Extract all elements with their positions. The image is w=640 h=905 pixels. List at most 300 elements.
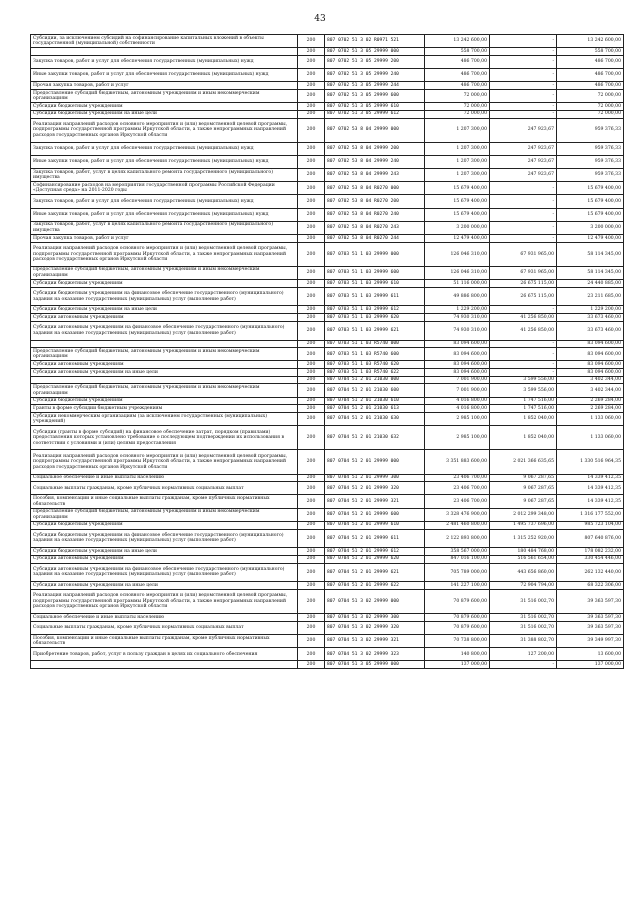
row-remaining: 83 094 600,00 <box>557 340 624 348</box>
row-name: Субсидии автономным учреждениям на финансовое обеспечение государственного (муниципального) задания на оказание государственных (муниципальных) услуг (выполнение работ) <box>31 321 298 340</box>
row-remaining: 23 211 685,00 <box>557 287 624 306</box>
row-remaining: 1 330 516 964,35 <box>557 450 624 474</box>
table-row <box>31 529 624 548</box>
table-row <box>31 582 624 590</box>
row-line-code: 200 <box>298 413 325 426</box>
row-remaining: 3 402 344,00 <box>557 384 624 397</box>
row-approved: 2 985 100,00 <box>425 413 490 426</box>
row-budget-code: 807 0703 51 1 03 29999 610 <box>325 280 425 288</box>
row-line-code: 200 <box>298 208 325 221</box>
row-name: Субсидии автономным учреждениям на финансовое обеспечение государственного (муниципального) задания на оказание государственных (муниципальных) услуг (выполнение работ) <box>31 563 298 582</box>
table-row <box>31 413 624 426</box>
row-remaining: 3 200 000,00 <box>557 221 624 234</box>
row-name: Реализация направлений расходов основного мероприятия и (или) ведомственной целевой программы, подпрограммы государственной программы Иркутской области, а также непрограммных направлений расходов государственных органов Иркутской области <box>31 450 298 474</box>
row-line-code: 200 <box>298 182 325 195</box>
row-line-code: 200 <box>298 89 325 102</box>
table-row <box>31 103 624 111</box>
row-approved: 70 879 600,00 <box>425 614 490 622</box>
row-line-code: 200 <box>298 103 325 111</box>
row-line-code: 200 <box>298 582 325 590</box>
table-row <box>31 661 624 669</box>
row-line-code: 200 <box>298 82 325 90</box>
row-name: Закупка товаров, работ и услуг для обеспечения государственных (муниципальных) нужд <box>31 195 298 208</box>
row-approved: 137 000,00 <box>425 661 490 669</box>
row-approved: 83 094 600,00 <box>425 361 490 369</box>
row-executed: 31 516 002,70 <box>490 614 557 622</box>
table-row <box>31 508 624 521</box>
row-approved: 705 789 000,00 <box>425 563 490 582</box>
row-executed: 1 852 040,00 <box>490 426 557 450</box>
row-executed: 247 923,67 <box>490 169 557 182</box>
row-name: Субсидии, за исключением субсидий на софинансирование капитальных вложений в объекты государственной (муниципальной) собственности <box>31 35 298 48</box>
row-approved: 72 000,00 <box>425 110 490 118</box>
row-remaining: 3 402 344,00 <box>557 376 624 384</box>
row-budget-code: 807 0703 51 1 03 R5740 620 <box>325 361 425 369</box>
row-budget-code: 807 0702 51 3 05 29999 610 <box>325 103 425 111</box>
row-approved: 1 207 300,00 <box>425 118 490 142</box>
row-remaining: 985 723 104,00 <box>557 521 624 529</box>
row-line-code: 200 <box>298 266 325 279</box>
row-approved: 72 000,00 <box>425 103 490 111</box>
row-line-code: 200 <box>298 280 325 288</box>
row-name: Субсидии (гранты в форме субсидий) на финансовое обеспечение затрат, порядком (правилами) предоставления которых установлено требование о последующем подтверждении их использования в соответствии с условиями и (или) целями предоставления <box>31 426 298 450</box>
row-executed: 516 561 654,00 <box>490 555 557 563</box>
row-approved: 70 738 800,00 <box>425 635 490 648</box>
row-approved: 3 200 000,00 <box>425 221 490 234</box>
row-executed: 180 484 768,00 <box>490 548 557 556</box>
row-remaining: 24 440 885,00 <box>557 280 624 288</box>
row-budget-code: 807 0704 51 3 02 29999 323 <box>325 648 425 661</box>
row-budget-code: 807 0704 51 2 01 29999 600 <box>325 508 425 521</box>
row-name <box>31 376 298 384</box>
row-name: Субсидии бюджетным учреждениям <box>31 103 298 111</box>
row-remaining: 15 679 400,00 <box>557 182 624 195</box>
row-name: Реализация направлений расходов основного мероприятия и (или) ведомственной целевой программы, подпрограммы государственной программы Иркутской области, а также непрограммных направлений расходов государственных органов Иркутской области <box>31 242 298 266</box>
row-line-code: 200 <box>298 340 325 348</box>
row-approved: 7 001 900,00 <box>425 376 490 384</box>
row-executed: 2 012 299 348,00 <box>490 508 557 521</box>
row-executed: 247 923,67 <box>490 142 557 155</box>
row-name: Социальное обеспечение и иные выплаты населению <box>31 474 298 482</box>
table-row <box>31 635 624 648</box>
row-approved: 83 094 600,00 <box>425 348 490 361</box>
row-name: Социальное обеспечение и иные выплаты населению <box>31 614 298 622</box>
table-row <box>31 110 624 118</box>
row-remaining: 13 600,00 <box>557 648 624 661</box>
row-budget-code: 807 0704 51 2 01 21030 632 <box>325 426 425 450</box>
row-executed: - <box>490 235 557 243</box>
row-line-code: 200 <box>298 397 325 405</box>
row-remaining: 12 479 400,00 <box>557 235 624 243</box>
row-executed: 9 067 287,65 <box>490 482 557 495</box>
table-row <box>31 361 624 369</box>
row-line-code: 200 <box>298 661 325 669</box>
table-row <box>31 280 624 288</box>
row-budget-code: 807 0704 51 2 01 29999 320 <box>325 482 425 495</box>
table-row <box>31 405 624 413</box>
row-remaining: 83 094 600,00 <box>557 369 624 377</box>
row-line-code: 200 <box>298 110 325 118</box>
row-line-code: 200 <box>298 195 325 208</box>
table-row <box>31 321 624 340</box>
row-name: Предоставление субсидий бюджетным, автономным учреждениям и иным некоммерческим организациям <box>31 89 298 102</box>
row-line-code: 200 <box>298 482 325 495</box>
row-approved: 15 679 400,00 <box>425 208 490 221</box>
row-name: Реализация направлений расходов основного мероприятия и (или) ведомственной целевой программы, подпрограммы государственной программы Иркутской области, а также непрограммных направлений расходов государственных органов Иркутской области <box>31 589 298 613</box>
row-budget-code: 807 0702 53 8 04 29999 243 <box>325 169 425 182</box>
table-row <box>31 521 624 529</box>
row-budget-code: 807 0703 51 1 03 29999 612 <box>325 306 425 314</box>
table-row <box>31 555 624 563</box>
table-row <box>31 82 624 90</box>
table-row <box>31 89 624 102</box>
row-approved: 23 406 700,00 <box>425 474 490 482</box>
row-name <box>31 661 298 669</box>
row-remaining: 14 339 412,35 <box>557 495 624 508</box>
row-budget-code: 807 0704 51 2 01 29999 300 <box>325 474 425 482</box>
table-row <box>31 287 624 306</box>
row-remaining: 2 269 284,00 <box>557 397 624 405</box>
row-executed: - <box>490 306 557 314</box>
row-line-code: 200 <box>298 306 325 314</box>
row-line-code: 200 <box>298 648 325 661</box>
row-line-code: 200 <box>298 376 325 384</box>
row-remaining: 39 349 997,30 <box>557 635 624 648</box>
row-name: Субсидии автономным учреждениям на иные цели <box>31 369 298 377</box>
row-executed: 26 675 115,00 <box>490 280 557 288</box>
row-name: Закупка товаров, работ, услуг в целях капитального ремонта государственного (муниципального) имущества <box>31 169 298 182</box>
row-budget-code: 807 0704 51 3 05 29999 000 <box>325 661 425 669</box>
row-budget-code: 807 0704 51 2 01 29999 611 <box>325 529 425 548</box>
row-name: Субсидии автономным учреждениям <box>31 555 298 563</box>
row-remaining: 72 000,00 <box>557 89 624 102</box>
row-name: Гранты в форме субсидии бюджетным учреждениям <box>31 405 298 413</box>
row-approved: 486 700,00 <box>425 69 490 82</box>
row-executed: - <box>490 182 557 195</box>
row-line-code: 200 <box>298 321 325 340</box>
row-line-code: 200 <box>298 35 325 48</box>
row-line-code: 200 <box>298 142 325 155</box>
row-line-code: 200 <box>298 614 325 622</box>
row-approved: 4 016 800,00 <box>425 397 490 405</box>
row-executed: - <box>490 103 557 111</box>
row-remaining: 1 133 060,00 <box>557 426 624 450</box>
row-name: Иные закупки товаров, работ и услуг для обеспечения государственных (муниципальных) нужд <box>31 208 298 221</box>
row-name: Предоставление субсидий бюджетным, автономным учреждениям и иным некоммерческим организациям <box>31 384 298 397</box>
row-remaining: 39 363 597,30 <box>557 589 624 613</box>
row-line-code: 200 <box>298 384 325 397</box>
row-line-code: 200 <box>298 548 325 556</box>
row-name: Субсидии автономным учреждениям на иные цели <box>31 582 298 590</box>
row-approved: 70 879 600,00 <box>425 589 490 613</box>
row-budget-code: 807 0702 51 3 05 29999 240 <box>325 69 425 82</box>
row-name: Предоставление субсидий бюджетным, автономным учреждениям и иным некоммерческим организациям <box>31 266 298 279</box>
row-executed: 41 256 850,00 <box>490 321 557 340</box>
row-budget-code: 807 0704 51 2 01 21030 610 <box>325 397 425 405</box>
table-row <box>31 482 624 495</box>
row-executed: - <box>490 110 557 118</box>
row-approved: 7 001 900,00 <box>425 384 490 397</box>
row-approved: 126 046 310,00 <box>425 242 490 266</box>
row-name: Реализация направлений расходов основного мероприятия и (или) ведомственной целевой программы, подпрограммы государственной программы Иркутской области, а также непрограммных направлений расходов государственных органов Иркутской области <box>31 118 298 142</box>
row-name: Социальные выплаты гражданам, кроме публичных нормативных социальных выплат <box>31 621 298 634</box>
row-budget-code: 807 0704 51 2 01 21030 600 <box>325 384 425 397</box>
row-approved: 12 479 400,00 <box>425 235 490 243</box>
row-line-code: 200 <box>298 118 325 142</box>
row-name: Прочая закупка товаров, работ и услуг <box>31 82 298 90</box>
row-approved: 486 700,00 <box>425 55 490 68</box>
row-approved: 140 800,00 <box>425 648 490 661</box>
row-remaining: 33 673 460,00 <box>557 314 624 322</box>
row-remaining: 959 376,33 <box>557 118 624 142</box>
row-line-code: 200 <box>298 314 325 322</box>
row-approved: 13 242 600,00 <box>425 35 490 48</box>
row-remaining: 72 000,00 <box>557 103 624 111</box>
row-approved: 3 351 883 600,00 <box>425 450 490 474</box>
table-row <box>31 306 624 314</box>
table-row <box>31 48 624 56</box>
row-line-code: 200 <box>298 621 325 634</box>
row-budget-code: 807 0702 53 8 04 R0270 240 <box>325 208 425 221</box>
row-executed: 31 516 002,70 <box>490 621 557 634</box>
table-row <box>31 142 624 155</box>
row-executed: 31 516 002,70 <box>490 589 557 613</box>
row-executed: 31 388 802,70 <box>490 635 557 648</box>
row-line-code: 200 <box>298 508 325 521</box>
row-remaining: 14 339 412,35 <box>557 474 624 482</box>
row-approved: 3 328 476 900,00 <box>425 508 490 521</box>
row-executed: - <box>490 35 557 48</box>
table-row <box>31 55 624 68</box>
row-executed: - <box>490 89 557 102</box>
row-budget-code: 807 0703 51 1 03 R5740 600 <box>325 348 425 361</box>
row-budget-code: 807 0703 51 1 03 29999 620 <box>325 314 425 322</box>
row-approved: 49 886 800,00 <box>425 287 490 306</box>
table-row <box>31 369 624 377</box>
row-budget-code: 807 0704 51 2 01 21030 000 <box>325 376 425 384</box>
row-remaining: 83 094 600,00 <box>557 348 624 361</box>
row-approved: 74 930 310,00 <box>425 314 490 322</box>
table-row <box>31 221 624 234</box>
row-budget-code: 807 0703 51 1 03 29999 000 <box>325 242 425 266</box>
row-budget-code: 807 0702 53 8 04 R0270 000 <box>325 182 425 195</box>
row-approved: 2 481 460 800,00 <box>425 521 490 529</box>
row-remaining: 486 700,00 <box>557 69 624 82</box>
row-line-code: 200 <box>298 55 325 68</box>
row-executed: 3 599 556,00 <box>490 384 557 397</box>
row-line-code: 200 <box>298 495 325 508</box>
row-budget-code: 807 0702 53 8 04 29999 000 <box>325 118 425 142</box>
row-budget-code: 807 0704 51 2 01 21030 630 <box>325 413 425 426</box>
row-name: Иные закупки товаров, работ и услуг для обеспечения государственных (муниципальных) нужд <box>31 155 298 168</box>
row-remaining: 959 376,33 <box>557 142 624 155</box>
table-row <box>31 397 624 405</box>
row-budget-code: 807 0704 51 3 02 29999 000 <box>325 589 425 613</box>
row-approved: 72 000,00 <box>425 89 490 102</box>
table-row <box>31 155 624 168</box>
row-executed: - <box>490 221 557 234</box>
row-approved: 74 930 310,00 <box>425 321 490 340</box>
row-name: Закупка товаров, работ и услуг для обеспечения государственных (муниципальных) нужд <box>31 142 298 155</box>
table-row <box>31 621 624 634</box>
row-remaining: 1 133 060,00 <box>557 413 624 426</box>
table-row <box>31 426 624 450</box>
row-remaining: 15 679 400,00 <box>557 195 624 208</box>
row-line-code: 200 <box>298 555 325 563</box>
row-executed: 247 923,67 <box>490 155 557 168</box>
row-name: Предоставление субсидий бюджетным, автономным учреждениям и иным некоммерческим организациям <box>31 348 298 361</box>
row-approved: 358 567 000,00 <box>425 548 490 556</box>
row-remaining: 39 363 597,30 <box>557 614 624 622</box>
row-executed: - <box>490 195 557 208</box>
row-executed: - <box>490 48 557 56</box>
row-name: Пособия, компенсации и иные социальные выплаты гражданам, кроме публичных нормативных обязательств <box>31 495 298 508</box>
row-approved: 83 094 600,00 <box>425 369 490 377</box>
row-name: Иные закупки товаров, работ и услуг для обеспечения государственных (муниципальных) нужд <box>31 69 298 82</box>
row-budget-code: 807 0702 53 8 04 29999 240 <box>325 155 425 168</box>
row-line-code: 200 <box>298 635 325 648</box>
row-budget-code: 807 0703 51 1 03 29999 600 <box>325 266 425 279</box>
row-name: Пособия, компенсации и иные социальные выплаты гражданам, кроме публичных нормативных обязательств <box>31 635 298 648</box>
row-budget-code: 807 0704 51 3 02 29999 320 <box>325 621 425 634</box>
row-remaining: 58 114 345,00 <box>557 266 624 279</box>
row-approved: 141 227 100,00 <box>425 582 490 590</box>
row-executed: - <box>490 361 557 369</box>
row-approved: 126 046 310,00 <box>425 266 490 279</box>
table-row <box>31 69 624 82</box>
row-line-code: 200 <box>298 405 325 413</box>
row-approved: 1 229 200,00 <box>425 306 490 314</box>
row-budget-code: 807 0704 51 2 01 29999 321 <box>325 495 425 508</box>
row-budget-code: 807 0702 53 8 04 R0270 200 <box>325 195 425 208</box>
row-approved: 83 094 600,00 <box>425 340 490 348</box>
row-executed: 72 904 794,00 <box>490 582 557 590</box>
row-line-code: 200 <box>298 426 325 450</box>
row-executed: 3 599 556,00 <box>490 376 557 384</box>
row-executed: 2 021 366 635,65 <box>490 450 557 474</box>
row-line-code: 200 <box>298 221 325 234</box>
row-remaining: 72 000,00 <box>557 110 624 118</box>
row-executed: 1 747 516,00 <box>490 397 557 405</box>
table-row <box>31 614 624 622</box>
row-budget-code: 807 0704 51 2 01 21030 613 <box>325 405 425 413</box>
row-executed: 1 747 516,00 <box>490 405 557 413</box>
row-name: Субсидии некоммерческим организациям (за исключением государственных (муниципальных) учреждений) <box>31 413 298 426</box>
row-executed: - <box>490 82 557 90</box>
row-remaining: 178 082 232,00 <box>557 548 624 556</box>
row-approved: 2 985 100,00 <box>425 426 490 450</box>
row-remaining: 33 673 460,00 <box>557 321 624 340</box>
row-remaining: 137 000,00 <box>557 661 624 669</box>
row-line-code: 200 <box>298 369 325 377</box>
row-budget-code: 807 0703 51 1 03 29999 621 <box>325 321 425 340</box>
row-line-code: 200 <box>298 450 325 474</box>
row-line-code: 200 <box>298 474 325 482</box>
row-executed: 1 495 737 696,00 <box>490 521 557 529</box>
row-executed: 1 315 252 920,00 <box>490 529 557 548</box>
row-budget-code: 807 0704 51 2 01 29999 610 <box>325 521 425 529</box>
row-line-code: 200 <box>298 563 325 582</box>
row-executed: 9 067 287,65 <box>490 495 557 508</box>
row-remaining: 807 640 876,00 <box>557 529 624 548</box>
row-approved: 70 879 600,00 <box>425 621 490 634</box>
row-approved: 51 116 000,00 <box>425 280 490 288</box>
budget-table-body <box>31 35 624 669</box>
row-executed: 443 656 860,00 <box>490 563 557 582</box>
row-executed: 67 931 965,00 <box>490 242 557 266</box>
row-remaining: 68 322 306,00 <box>557 582 624 590</box>
row-line-code: 200 <box>298 589 325 613</box>
table-row <box>31 35 624 48</box>
row-name: Субсидии бюджетным учреждениям <box>31 280 298 288</box>
row-name: Социальные выплаты гражданам, кроме публичных нормативных социальных выплат <box>31 482 298 495</box>
table-row <box>31 169 624 182</box>
row-approved: 2 122 893 800,00 <box>425 529 490 548</box>
row-line-code: 200 <box>298 348 325 361</box>
row-line-code: 200 <box>298 287 325 306</box>
row-executed: 247 923,67 <box>490 118 557 142</box>
row-executed: - <box>490 340 557 348</box>
row-budget-code: 807 0702 51 3 05 29999 200 <box>325 55 425 68</box>
row-remaining: 558 700,00 <box>557 48 624 56</box>
table-row <box>31 348 624 361</box>
table-row <box>31 235 624 243</box>
row-name: Закупка товаров, работ и услуг для обеспечения государственных (муниципальных) нужд <box>31 55 298 68</box>
row-remaining: 2 269 284,00 <box>557 405 624 413</box>
table-row <box>31 376 624 384</box>
row-remaining: 58 114 345,00 <box>557 242 624 266</box>
table-row <box>31 118 624 142</box>
row-name: Субсидии бюджетным учреждениям на финансовое обеспечение государственного (муниципального) задания на оказание государственных (муниципальных) услуг (выполнение работ) <box>31 287 298 306</box>
row-remaining: 14 339 412,35 <box>557 482 624 495</box>
row-executed: 127 200,00 <box>490 648 557 661</box>
table-row <box>31 589 624 613</box>
row-name: Субсидии автономным учреждениям <box>31 314 298 322</box>
row-executed: - <box>490 348 557 361</box>
row-budget-code: 807 0702 51 3 05 29999 244 <box>325 82 425 90</box>
row-budget-code: 807 0704 51 3 02 29999 321 <box>325 635 425 648</box>
row-name: Субсидии автономным учреждениям <box>31 361 298 369</box>
row-remaining: 15 679 400,00 <box>557 208 624 221</box>
table-row <box>31 548 624 556</box>
table-row <box>31 195 624 208</box>
row-remaining: 330 454 446,00 <box>557 555 624 563</box>
page-number: 43 <box>314 14 326 24</box>
row-budget-code: 807 0704 51 2 01 29999 000 <box>325 450 425 474</box>
row-remaining: 959 376,33 <box>557 169 624 182</box>
row-approved: 1 207 300,00 <box>425 169 490 182</box>
table-row <box>31 242 624 266</box>
row-executed: - <box>490 69 557 82</box>
row-budget-code: 807 0702 51 3 05 29999 000 <box>325 48 425 56</box>
row-executed: 9 067 287,65 <box>490 474 557 482</box>
row-executed: - <box>490 369 557 377</box>
row-approved: 486 700,00 <box>425 82 490 90</box>
row-executed: - <box>490 208 557 221</box>
row-executed: 41 256 850,00 <box>490 314 557 322</box>
table-row <box>31 208 624 221</box>
row-name: Субсидии бюджетным учреждениям на иные цели <box>31 548 298 556</box>
row-line-code: 200 <box>298 155 325 168</box>
row-line-code: 200 <box>298 235 325 243</box>
table-row <box>31 266 624 279</box>
row-budget-code: 807 0702 51 3 05 29999 612 <box>325 110 425 118</box>
row-budget-code: 807 0704 51 3 02 29999 300 <box>325 614 425 622</box>
row-approved: 1 207 300,00 <box>425 155 490 168</box>
table-row <box>31 182 624 195</box>
row-budget-code: 807 0704 51 2 01 29999 612 <box>325 548 425 556</box>
row-approved: 558 700,00 <box>425 48 490 56</box>
